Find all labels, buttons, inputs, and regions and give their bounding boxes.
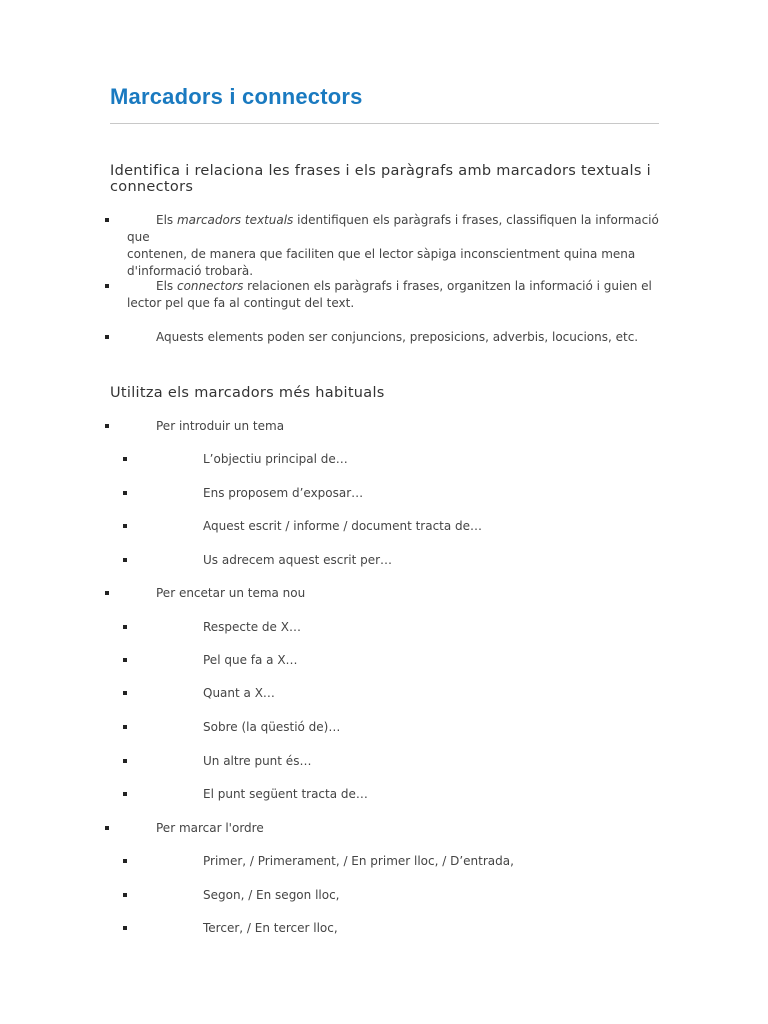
list-item: Respecte de X… <box>203 620 301 634</box>
bullet-icon <box>123 457 127 461</box>
item-emphasis: connectors <box>176 279 244 293</box>
list-item <box>127 278 667 312</box>
bullet-icon <box>105 218 109 222</box>
bullet-icon <box>123 625 127 629</box>
section-heading-1: Identifica i relaciona les frases i els paràgrafs amb marcadors textuals i connectors <box>110 163 651 195</box>
item-text: lector pel que fa al contingut del text. <box>127 296 355 310</box>
list-item: Aquest escrit / informe / document tracta de… <box>203 519 483 533</box>
item-text: relacionen els paràgrafs i frases, organitzen la informació i guien el <box>243 279 652 293</box>
group-label: Per marcar l'ordre <box>156 821 264 835</box>
section-heading-2: Utilitza els marcadors més habituals <box>110 385 385 401</box>
list-item <box>127 212 667 280</box>
bullet-icon <box>123 658 127 662</box>
list-item: Tercer, / En tercer lloc, <box>203 921 338 935</box>
page-title: Marcadors i connectors <box>110 84 363 109</box>
list-item: Quant a X… <box>203 686 275 700</box>
list-item: El punt següent tracta de… <box>203 787 368 801</box>
bullet-icon <box>105 424 109 428</box>
group-label: Per introduir un tema <box>156 419 285 433</box>
item-emphasis: marcadors textuals <box>176 213 294 227</box>
bullet-icon <box>123 893 127 897</box>
bullet-icon <box>105 335 109 339</box>
list-item: Aquests elements poden ser conjuncions, preposicions, adverbis, locucions, etc. <box>156 330 639 344</box>
list-item: Primer, / Primerament, / En primer lloc, / D’entrada, <box>203 854 514 868</box>
item-text: Els <box>156 279 177 293</box>
bullet-icon <box>123 926 127 930</box>
list-item: Us adrecem aquest escrit per… <box>203 553 393 567</box>
title-divider <box>110 123 659 124</box>
bullet-icon <box>105 591 109 595</box>
item-text: identifiquen els paràgrafs i frases, classifiquen la informació que <box>127 213 659 244</box>
bullet-icon <box>105 284 109 288</box>
list-item: Sobre (la qüestió de)… <box>203 720 341 734</box>
list-item: Pel que fa a X… <box>203 653 298 667</box>
bullet-icon <box>123 524 127 528</box>
item-text: d'informació trobarà. <box>127 264 254 278</box>
item-text: contenen, de manera que faciliten que el lector sàpiga inconscientment quina mena <box>127 247 636 261</box>
bullet-icon <box>123 859 127 863</box>
bullet-icon <box>123 792 127 796</box>
item-text: Els <box>156 213 177 227</box>
bullet-icon <box>123 491 127 495</box>
bullet-icon <box>105 826 109 830</box>
bullet-icon <box>123 759 127 763</box>
list-item: Un altre punt és… <box>203 754 312 768</box>
bullet-icon <box>123 725 127 729</box>
bullet-icon <box>123 558 127 562</box>
list-item: Ens proposem d’exposar… <box>203 486 364 500</box>
bullet-icon <box>123 691 127 695</box>
group-label: Per encetar un tema nou <box>156 586 306 600</box>
list-item: L’objectiu principal de… <box>203 452 348 466</box>
list-item: Segon, / En segon lloc, <box>203 888 340 902</box>
